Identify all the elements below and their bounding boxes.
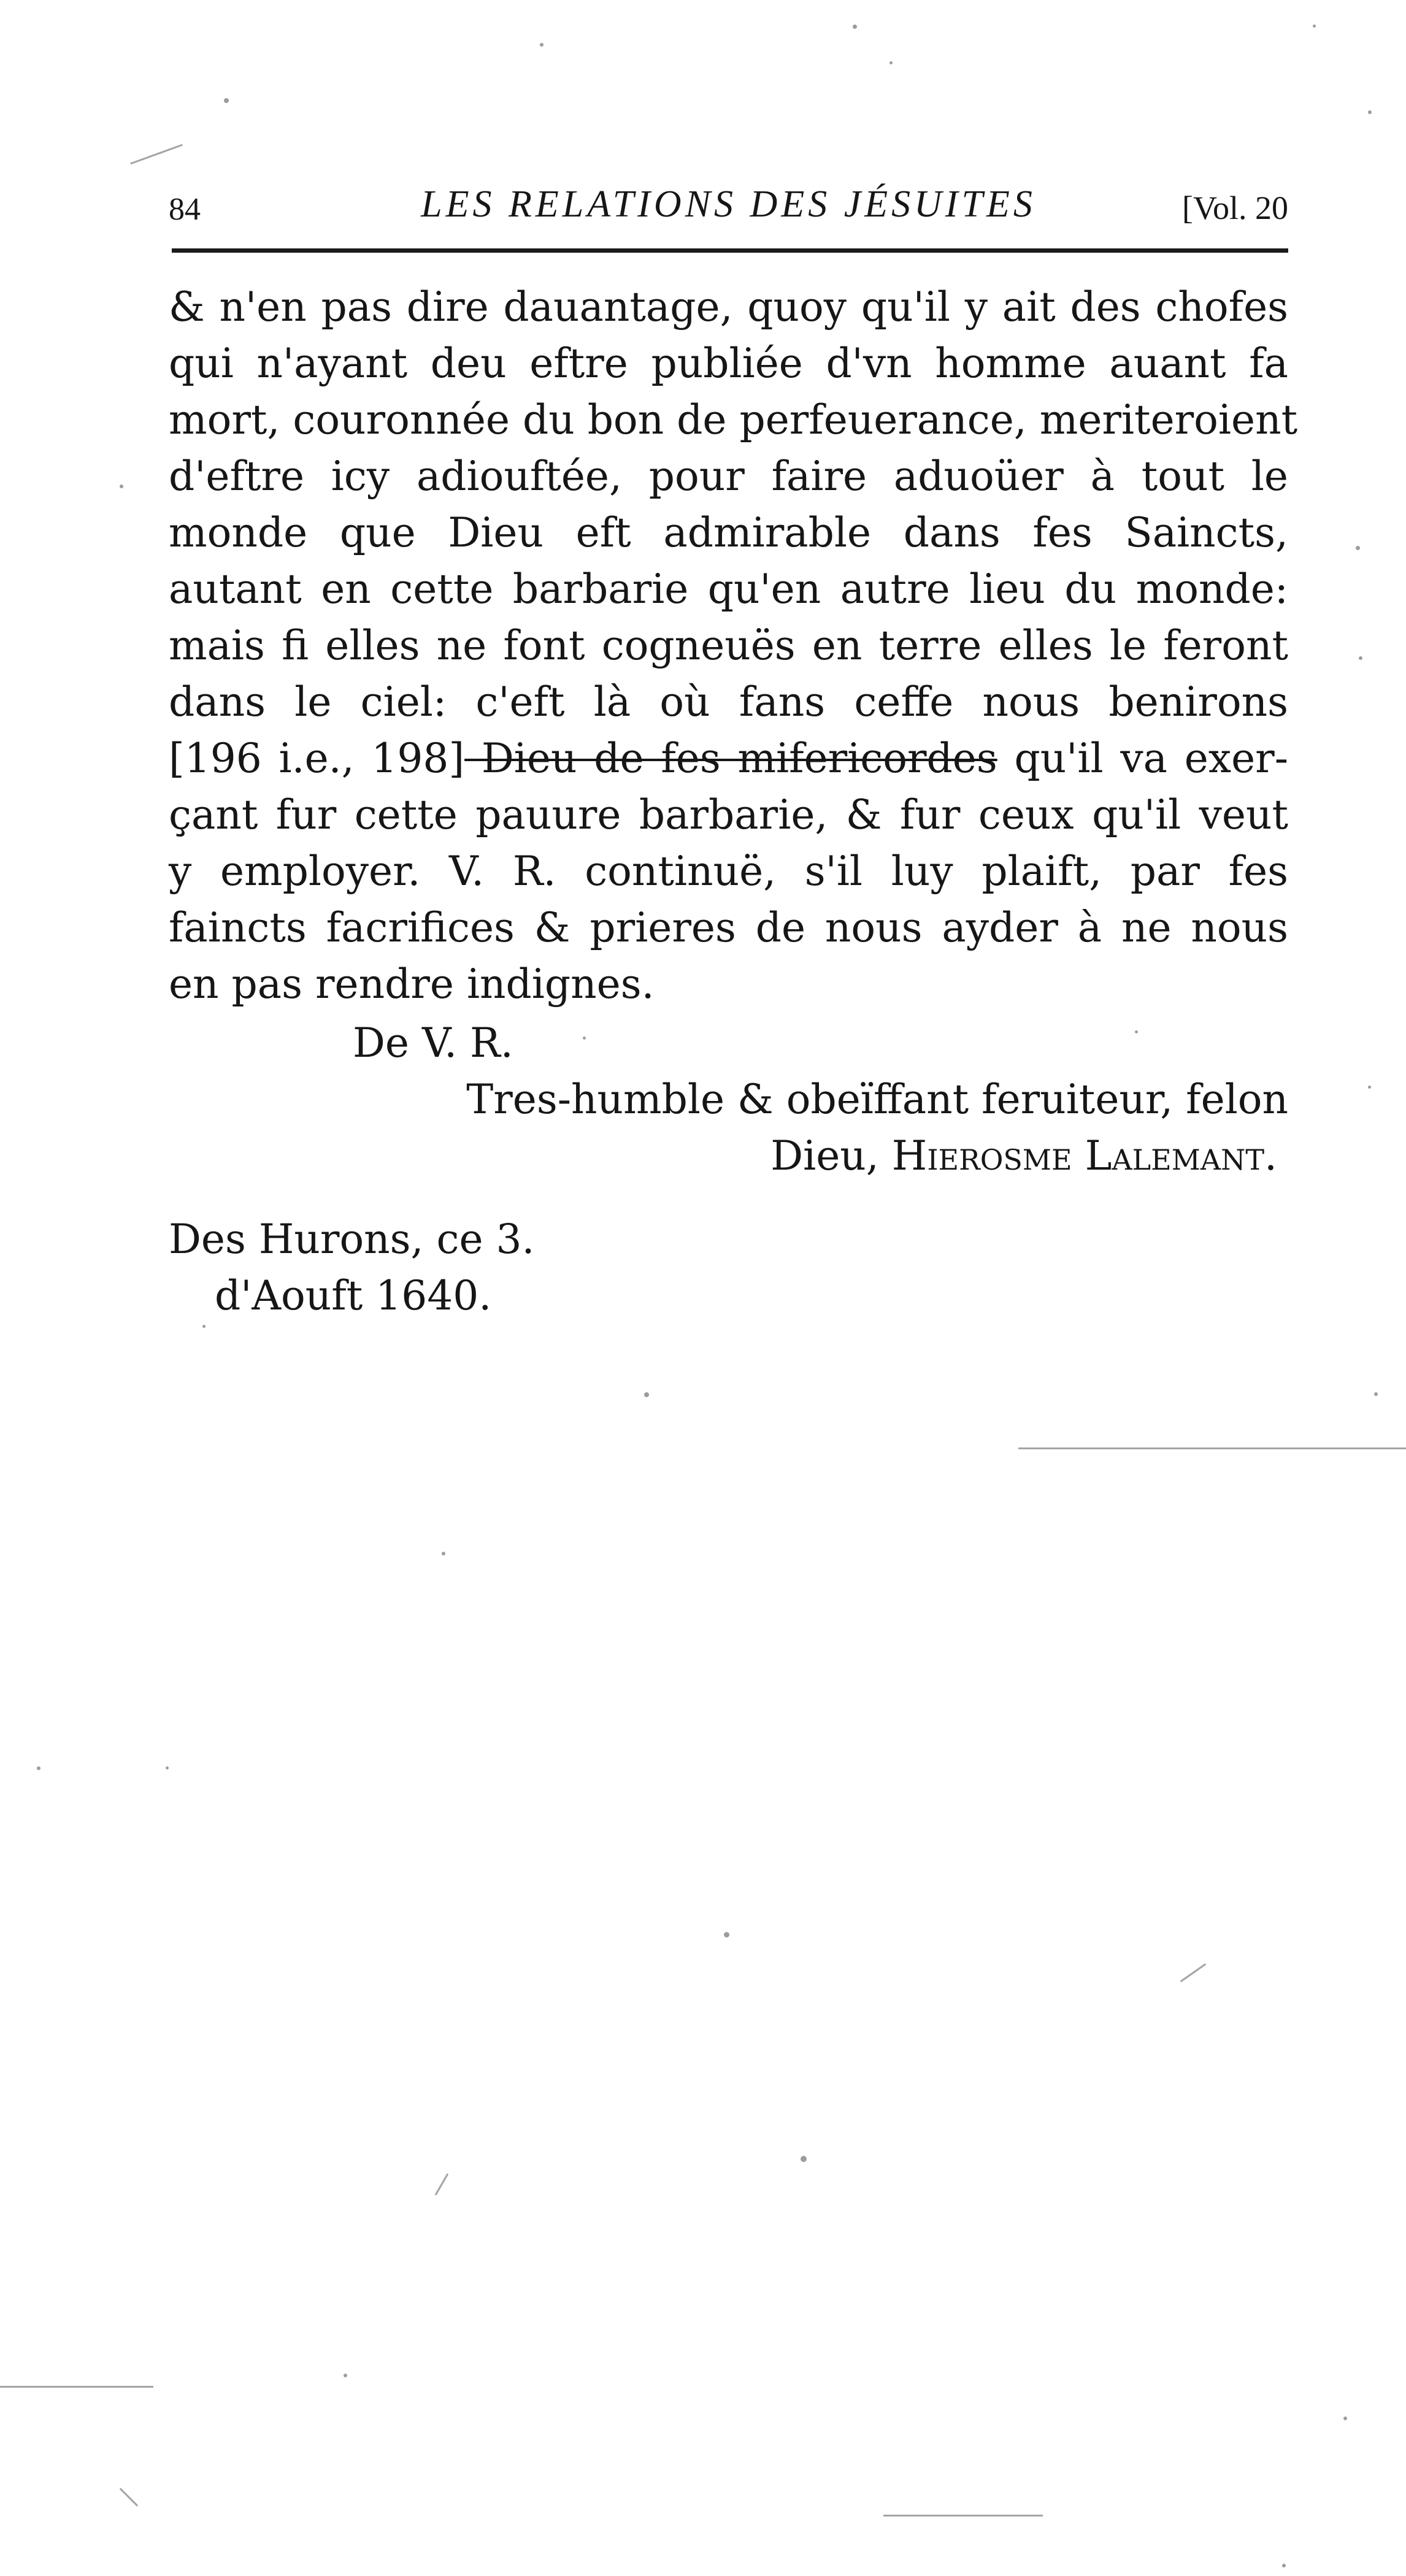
text-line: dans le ciel: c'eft là où fans ceffe nous benirons: [169, 678, 1288, 726]
text-line: qui n'ayant deu eftre publiée d'vn homme auant fa: [169, 340, 1288, 387]
text-line: mort, couronnée du bon de perfeuerance, meriteroient: [169, 396, 1298, 443]
text-line: mais fi elles ne font cogneuës en terre elles le feront: [169, 622, 1288, 669]
header-rule: [172, 248, 1288, 253]
text-line: & n'en pas dire dauantage, quoy qu'il y ait des chofes: [169, 283, 1288, 331]
text-line: y employer. V. R. continuë, s'il luy plaift, par fes: [169, 848, 1288, 895]
text-line: monde que Dieu eft admirable dans fes Saincts,: [169, 509, 1288, 556]
signer-name: Hierosme Lalemant.: [891, 1132, 1277, 1179]
addressee: De V. R.: [353, 1019, 513, 1067]
running-title: LES RELATIONS DES JÉSUITES: [421, 183, 1036, 225]
signoff-dieu: Dieu,: [770, 1132, 892, 1179]
text-line: en pas rendre indignes.: [169, 960, 655, 1008]
text-line: autant en cette barbarie qu'en autre lieu du monde:: [169, 565, 1288, 613]
signoff-line: Tres-humble & obeïffant feruiteur, felon: [466, 1076, 1288, 1123]
text-line: d'eftre icy adiouftée, pour faire aduoüer à tout le: [169, 453, 1288, 500]
text-line: faincts facrifices & prieres de nous ayder à ne nous: [169, 904, 1288, 951]
body-paragraph: [169, 279, 1298, 1013]
signature: [770, 1128, 1277, 1184]
struck-text: Dieu de fes mifericordes: [464, 735, 997, 782]
date-line: d'Aouft 1640.: [215, 1272, 492, 1319]
page-number: 84: [169, 192, 201, 227]
text-segment: qu'il va exer-: [997, 735, 1288, 782]
page-reference: [196 i.e., 198]: [169, 735, 465, 782]
text-line-with-strikethrough: [169, 730, 1288, 787]
text-line: çant fur cette pauure barbarie, & fur ceux qu'il veut: [169, 791, 1288, 838]
page-header: [169, 178, 1288, 245]
volume-label: [Vol. 20: [1181, 190, 1288, 226]
place-line: Des Hurons, ce 3.: [169, 1216, 535, 1263]
